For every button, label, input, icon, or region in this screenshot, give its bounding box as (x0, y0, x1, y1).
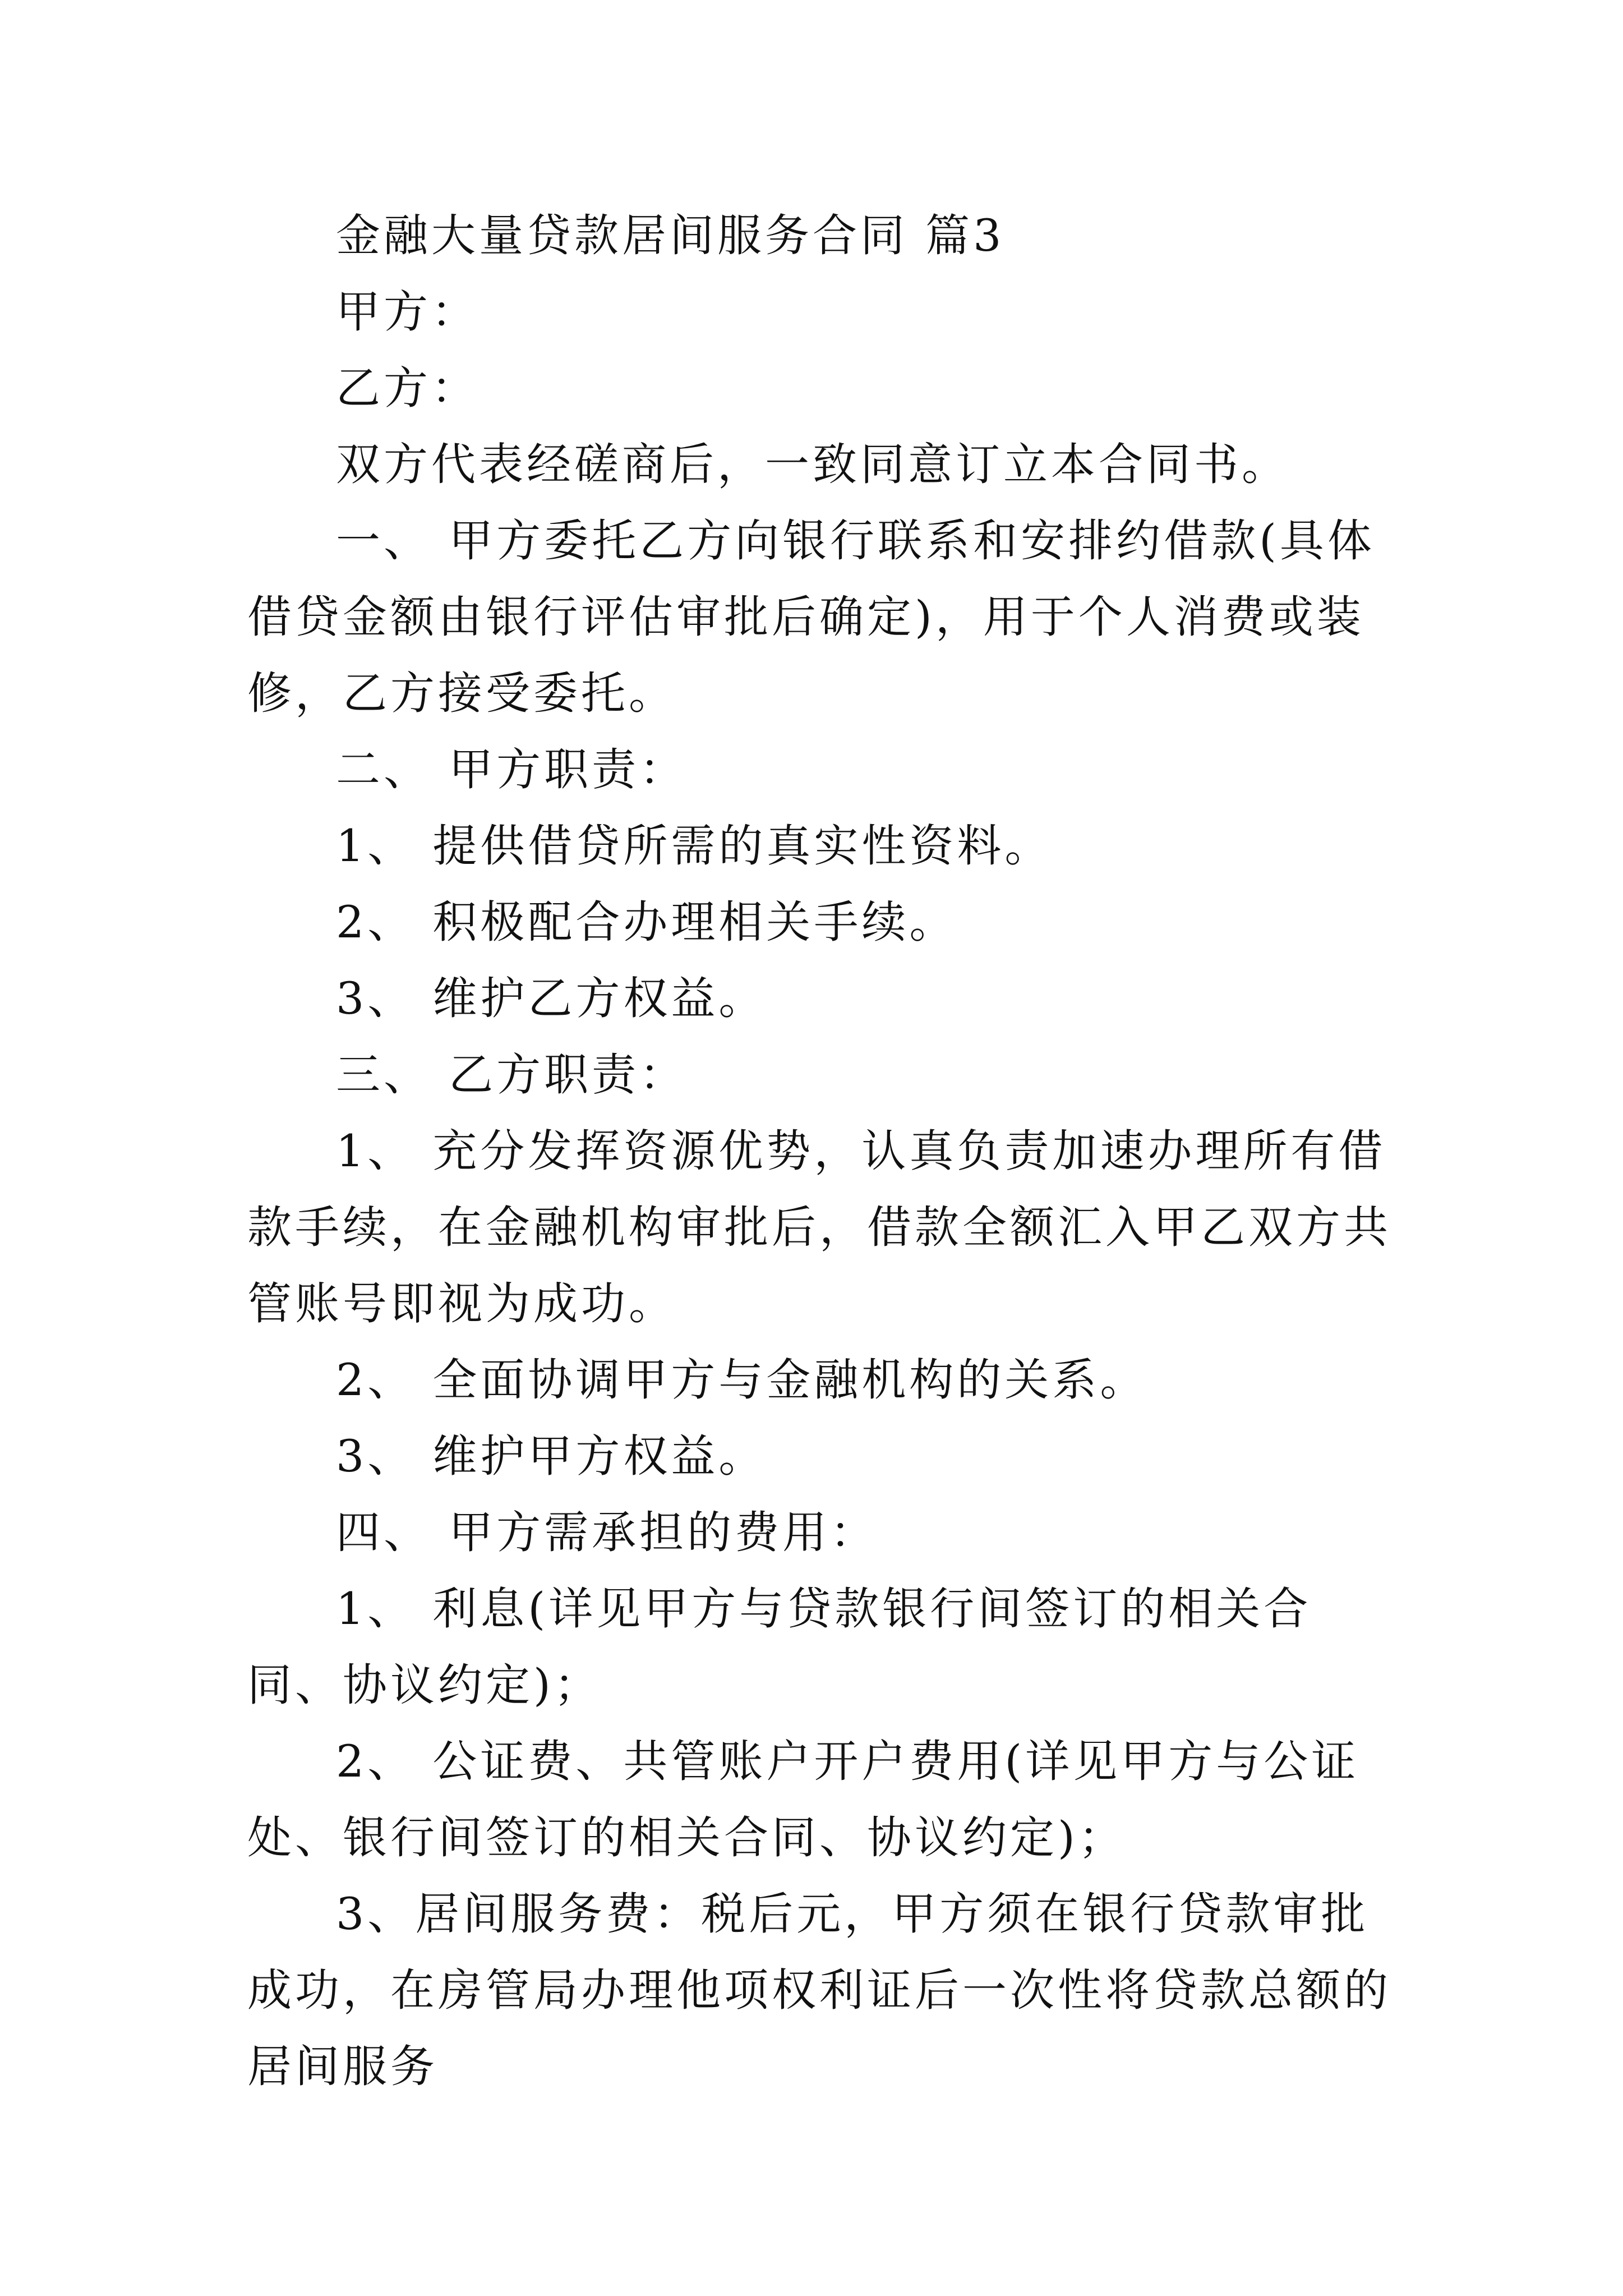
section-1-paragraph: 一、 甲方委托乙方向银行联系和安排约借款(具体借贷金额由银行评估审批后确定)，用于个人消费或装修，乙方接受委托。 (247, 515, 1375, 719)
section-4-item-1: 1、 利息(详见甲方与贷款银行间签订的相关合同、协议约定)； (247, 1583, 1312, 1711)
section-3-item-2: 2、 全面协调甲方与金融机构的关系。 (336, 1354, 1148, 1406)
party-b-line: 乙方： (336, 362, 479, 414)
section-2-item-2: 2、 积极配合办理相关手续。 (336, 896, 957, 948)
section-4-heading: 四、 甲方需承担的费用： (336, 1507, 878, 1558)
document-body (247, 197, 1397, 2105)
section-4-item-3: 3、居间服务费：税后元，甲方须在银行贷款审批成功，在房管局办理他项权利证后一次性将贷款总额的居间服务 (247, 1888, 1391, 2092)
section-4-item-2: 2、 公证费、共管账户开户费用(详见甲方与公证处、银行间签订的相关合同、协议约定)； (247, 1736, 1359, 1864)
document-title: 金融大量贷款居间服务合同 篇3 (336, 210, 1005, 261)
section-2-item-3: 3、 维护乙方权益。 (336, 973, 767, 1024)
section-2-item-1: 1、 提供借贷所需的真实性资料。 (336, 820, 1053, 872)
section-3-heading: 三、 乙方职责： (336, 1049, 688, 1101)
section-3-item-3: 3、 维护甲方权益。 (336, 1430, 767, 1482)
intro-paragraph: 双方代表经磋商后，一致同意订立本合同书。 (336, 439, 1289, 490)
party-a-line: 甲方： (336, 286, 479, 338)
section-2-heading: 二、 甲方职责： (336, 744, 688, 795)
section-3-item-1: 1、 充分发挥资源优势，认真负责加速办理所有借款手续，在金融机构审批后，借款全额汇入甲乙双方共管账号即视为成功。 (247, 1125, 1391, 1329)
